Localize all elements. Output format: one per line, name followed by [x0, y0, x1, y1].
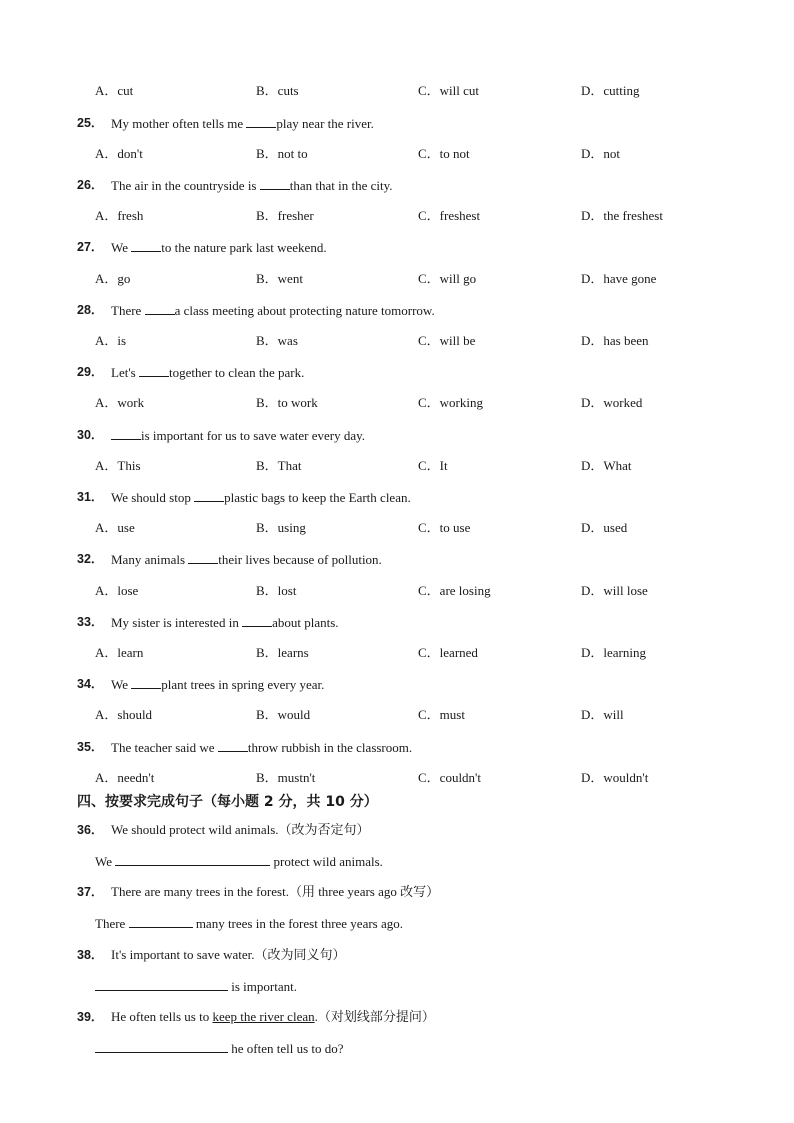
section-4-title: 四、按要求完成句子（每小题 2 分，共 10 分）: [77, 794, 378, 810]
answer-blank[interactable]: [111, 425, 141, 440]
question-28-stem: [0, 300, 794, 320]
question-36-stem: [0, 820, 794, 840]
question-37-stem: [0, 882, 794, 902]
question-number: 30．: [77, 428, 104, 442]
option-d: D．not: [581, 146, 621, 161]
question-34-stem: [0, 674, 794, 694]
option-d: D．will lose: [581, 583, 648, 598]
question-33-stem: [0, 612, 794, 632]
question-number: 39．: [77, 1010, 104, 1024]
answer-blank[interactable]: [139, 362, 169, 377]
question-number: 33．: [77, 615, 104, 629]
option-d: D．have gone: [581, 271, 657, 286]
question-34-options: [0, 705, 794, 725]
question-35-options: [0, 768, 794, 788]
option-b: B．not to: [256, 146, 308, 161]
question-31-options: [0, 518, 794, 538]
question-number: 36．: [77, 823, 104, 837]
answer-blank[interactable]: [145, 300, 175, 315]
option-c: C．It: [418, 458, 448, 473]
question-number: 25．: [77, 116, 104, 130]
option-a: A．fresh: [95, 208, 144, 223]
question-number: 32．: [77, 552, 104, 566]
option-d: D．learning: [581, 645, 646, 660]
option-c: C．couldn't: [418, 770, 482, 785]
option-a: A．lose: [95, 583, 139, 598]
option-b: B．mustn't: [256, 770, 316, 785]
question-text: We plant trees in spring every year.: [111, 674, 324, 695]
question-text: My mother often tells me play near the river.: [111, 113, 374, 134]
question-39-stem: [0, 1007, 794, 1027]
question-33-options: [0, 643, 794, 663]
question-36-answer: [0, 851, 794, 871]
option-b: B．That: [256, 458, 302, 473]
option-a: A．go: [95, 271, 131, 286]
option-c: C．will be: [418, 333, 476, 348]
option-a: A．is: [95, 333, 127, 348]
option-c: C．learned: [418, 645, 478, 660]
option-c: C．freshest: [418, 208, 481, 223]
question-27-stem: [0, 237, 794, 257]
question-26-options: [0, 206, 794, 226]
question-text: The teacher said we throw rubbish in the classroom.: [111, 737, 412, 758]
question-number: 35．: [77, 740, 104, 754]
section-4-heading-row: [0, 792, 794, 812]
underlined-phrase: keep the river clean: [212, 1009, 315, 1024]
answer-blank[interactable]: [131, 674, 161, 689]
answer-blank[interactable]: [115, 851, 270, 866]
answer-blank[interactable]: [260, 175, 290, 190]
option-b: B．went: [256, 271, 303, 286]
option-b: B．cuts: [256, 83, 299, 98]
question-25-options: [0, 144, 794, 164]
option-c: C．must: [418, 707, 465, 722]
question-text: is important for us to save water every day.: [111, 425, 365, 446]
question-text: He often tells us to keep the river clean.（对划线部分提问）: [111, 1009, 435, 1024]
question-number: 26．: [77, 178, 104, 192]
option-b: B．using: [256, 520, 306, 535]
option-d: D．What: [581, 458, 632, 473]
question-38-answer: [0, 976, 794, 996]
question-text: My sister is interested in about plants.: [111, 612, 339, 633]
question-39-answer: [0, 1038, 794, 1058]
option-d: D．wouldn't: [581, 770, 649, 785]
question-text: Many animals their lives because of pollution.: [111, 549, 382, 570]
question-32-options: [0, 581, 794, 601]
question-29-options: [0, 393, 794, 413]
answer-line: We protect wild animals.: [95, 851, 383, 872]
question-27-options: [0, 269, 794, 289]
question-text: We to the nature park last weekend.: [111, 237, 327, 258]
question-number: 29．: [77, 365, 104, 379]
question-number: 28．: [77, 303, 104, 317]
answer-blank[interactable]: [242, 612, 272, 627]
option-d: D．has been: [581, 333, 649, 348]
option-d: D．the freshest: [581, 208, 663, 223]
option-c: C．to not: [418, 146, 470, 161]
question-26-stem: [0, 175, 794, 195]
option-a: A．cut: [95, 83, 134, 98]
question-24-options: [0, 81, 794, 101]
option-d: D．cutting: [581, 83, 640, 98]
question-37-answer: [0, 913, 794, 933]
option-b: B．fresher: [256, 208, 314, 223]
option-a: A．use: [95, 520, 135, 535]
option-a: A．don't: [95, 146, 143, 161]
option-a: A．learn: [95, 645, 144, 660]
question-29-stem: [0, 362, 794, 382]
answer-blank[interactable]: [95, 1038, 228, 1053]
question-number: 31．: [77, 490, 104, 504]
question-text: The air in the countryside is than that in the city.: [111, 175, 393, 196]
question-text: Let's together to clean the park.: [111, 362, 304, 383]
answer-blank[interactable]: [131, 237, 161, 252]
question-number: 37．: [77, 885, 104, 899]
option-b: B．would: [256, 707, 311, 722]
question-30-stem: [0, 425, 794, 445]
answer-line: he often tell us to do?: [95, 1038, 344, 1059]
option-a: A．work: [95, 395, 145, 410]
option-c: C．are losing: [418, 583, 491, 598]
option-b: B．lost: [256, 583, 297, 598]
question-31-stem: [0, 487, 794, 507]
option-b: B．to work: [256, 395, 318, 410]
option-b: B．was: [256, 333, 298, 348]
question-38-stem: [0, 945, 794, 965]
option-a: A．This: [95, 458, 141, 473]
answer-blank[interactable]: [218, 737, 248, 752]
option-d: D．worked: [581, 395, 643, 410]
question-25-stem: [0, 113, 794, 133]
answer-blank[interactable]: [188, 549, 218, 564]
option-d: D．used: [581, 520, 628, 535]
question-35-stem: [0, 737, 794, 757]
question-text: There a class meeting about protecting nature tomorrow.: [111, 300, 435, 321]
option-c: C．working: [418, 395, 484, 410]
option-c: C．will go: [418, 271, 477, 286]
option-a: A．needn't: [95, 770, 155, 785]
answer-blank[interactable]: [194, 487, 224, 502]
question-32-stem: [0, 549, 794, 569]
option-b: B．learns: [256, 645, 309, 660]
option-d: D．will: [581, 707, 624, 722]
question-number: 34．: [77, 677, 104, 691]
answer-line: There many trees in the forest three years ago.: [95, 913, 403, 934]
option-c: C．to use: [418, 520, 471, 535]
question-28-options: [0, 331, 794, 351]
question-text: We should protect wild animals.（改为否定句）: [111, 822, 370, 837]
question-number: 38．: [77, 948, 104, 962]
answer-line: is important.: [95, 976, 297, 997]
option-c: C．will cut: [418, 83, 480, 98]
question-number: 27．: [77, 240, 104, 254]
answer-blank[interactable]: [246, 113, 276, 128]
option-a: A．should: [95, 707, 153, 722]
question-text: There are many trees in the forest.（用 three years ago 改写）: [111, 884, 440, 899]
answer-blank[interactable]: [129, 913, 193, 928]
question-text: It's important to save water.（改为同义句）: [111, 947, 346, 962]
answer-blank[interactable]: [95, 976, 228, 991]
question-text: We should stop plastic bags to keep the Earth clean.: [111, 487, 411, 508]
question-30-options: [0, 456, 794, 476]
